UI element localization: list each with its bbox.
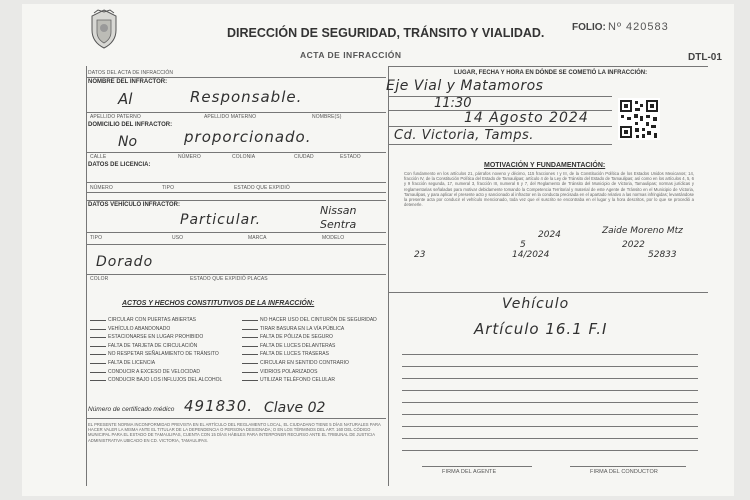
licencia-sub-2: TIPO [162,185,175,191]
vehiculo-sub-2: USO [172,235,184,241]
section-acta-label: DATOS DEL ACTA DE INFRACCIÓN [88,70,174,76]
domicilio-sub-3: COLONIA [232,154,256,160]
hand-num-3: 23 [414,250,426,260]
folio-number: Nº 420583 [608,21,669,33]
acto-item: CONDUCIR BAJO LOS INFLUJOS DEL ALCOHOL [90,376,240,385]
hand-num-4: 52833 [648,250,677,260]
form-title: DIRECCIÓN DE SEGURIDAD, TRÁNSITO Y VIALIDAD. [227,26,545,40]
hand-num-1: 5 [520,240,526,250]
vehiculo-label: DATOS VEHÍCULO INFRACTOR: [88,202,181,208]
acto-item: FALTA DE LUCES DELANTERAS [242,342,392,351]
color-sub-1: COLOR [90,276,109,282]
acto-item: CIRCULAR EN SENTIDO CONTRARIO [242,359,392,368]
acto-item: NO RESPETAR SEÑALAMIENTO DE TRÁNSITO [90,350,240,359]
hand-vehiculo: Vehículo [502,296,570,312]
licencia-label: DATOS DE LICENCIA: [88,162,151,168]
domicilio-hand-1: No [118,134,138,150]
acto-item: FALTA DE TARJETA DE CIRCULACIÓN [90,342,240,351]
nombre-sub-3: NOMBRE(S) [312,114,342,120]
firma-conductor-label: FIRMA DEL CONDUCTOR [590,469,658,475]
acto-item: TIRAR BASURA EN LA VÍA PÚBLICA [242,325,392,334]
hand-num-2: 2022 [622,240,645,250]
folio-label: FOLIO: [572,22,606,33]
acto-item: ESTACIONARSE EN LUGAR PROHIBIDO [90,333,240,342]
licencia-sub-1: NÚMERO [90,185,113,191]
acto-item: CONDUCIR A EXCESO DE VELOCIDAD [90,368,240,377]
hand-year: 2024 [538,230,561,240]
motivacion-text: Con fundamento en los artículos 21, párrafos noveno y décimo, 115 fracciones I y III, de la Constitución Política de los Estados Unidos Mexicanos; 14, fracción IV, de la Constitución Política del Estado de Tamaulipas; artículo 4 de la Ley de Tránsito del Estado de Tamaulipas; así como en los artículos 4, 5, 6 y 9 fracción segunda, 17, numeral 3, fracción III, numeral 6 y 7, del Reglamento de Tránsito del Municipio de Victoria, Tamaulipas; normas jurídicas y reglamentarias señaladas para motivar debidamente tomando la Competencia Territorial y material de este Agente de Tránsito en el Municipio de Victoria, Tamaulipas, y para aplicar el presente acto y sancionado al infractor en la conducta precisada en el apartado relativo a las normas infringidas; levantándose la presente acta por conducir el vehículo mencionado, toda vez que el suscrito se encontraba en el lugar y la hora descritos, por lo que se procedió a detenerle. [404,171,694,208]
vehiculo-hand-2: Nissan [320,204,357,217]
certificado-sign: Clave 02 [264,400,326,416]
actos-left-list [90,316,240,385]
firma-agente-label: FIRMA DEL AGENTE [442,469,497,475]
qr-code-icon [618,98,660,140]
licencia-sub-3: ESTADO QUE EXPIDIÓ [234,185,290,191]
domicilio-sub-1: CALLE [90,154,107,160]
fecha-hand: 14 Agosto 2024 [464,110,589,126]
form-subtitle: ACTA DE INFRACCIÓN [300,50,402,60]
nombre-hand-1: Al [118,90,133,108]
domicilio-sub-2: NÚMERO [178,154,201,160]
ciudad-hand: Cd. Victoria, Tamps. [394,128,534,143]
domicilio-label: DOMICILIO DEL INFRACTOR: [88,122,173,128]
domicilio-hand-2: proporcionado. [184,128,312,146]
lugar-hand: Eje Vial y Matamoros [386,78,544,94]
color-sub-2: ESTADO QUE EXPIDIÓ PLACAS [190,276,268,282]
vehiculo-sub-3: MARCA [248,235,267,241]
vehiculo-sub-1: TIPO [90,235,103,241]
coat-of-arms-icon [86,8,122,50]
acto-item: CIRCULAR CON PUERTAS ABIERTAS [90,316,240,325]
motivacion-title: MOTIVACIÓN Y FUNDAMENTACIÓN: [484,162,606,169]
hand-nombre-agente: Zaide Moreno Mtz [602,226,683,236]
acto-item: VEHÍCULO ABANDONADO [90,325,240,334]
hora-hand: 11:30 [434,96,472,111]
vehiculo-sub-4: MODELO [322,235,345,241]
vehiculo-hand-1: Particular. [180,212,262,228]
hand-fecha-2: 14/2024 [512,250,550,260]
color-hand: Dorado [96,254,154,270]
inconformidad-text: EL PRESENTE NORMA INCONFORMIDAD PREVISTA EN EL ARTÍCULO DEL REGLAMENTO LOCAL, EL CIUDADANO TIENE 5 DÍAS NATURALES PARA HACER VALER LA MISMA ANTE EL TITULAR DE LA DEPENDENCIA O PERSONA DESIGNADA; O EN LOS TÉRMINOS DEL ART. 160 DEL CÓDIGO MUNICIPAL PARA EL ESTADO DE TAMAULIPAS, CUENTA CON 15 DÍAS HÁBILES PARA INTERPONER RECURSO ANTE EL TRIBUNAL DE JUSTICIA ADMINISTRATIVA UBICADO EN CD. VICTORIA, TAMAULIPAS. [88,422,381,443]
form-code: DTL-01 [688,52,722,63]
certificado-label: Número de certificado médico [88,406,175,413]
certificado-hand: 491830. [184,397,254,415]
lugar-label: LUGAR, FECHA Y HORA EN DÓNDE SE COMETIÓ LA INFRACCIÓN: [454,70,648,76]
acto-item: VIDRIOS POLARIZADOS [242,368,392,377]
infraction-form [22,4,734,496]
acto-item: NO HACER USO DEL CINTURÓN DE SEGURIDAD [242,316,392,325]
actos-title: ACTOS Y HECHOS CONSTITUTIVOS DE LA INFRACCIÓN: [122,300,315,307]
nombre-label: NOMBRE DEL INFRACTOR: [88,79,168,85]
actos-right-list [242,316,392,385]
domicilio-sub-5: ESTADO [340,154,361,160]
acto-item: FALTA DE LUCES TRASERAS [242,350,392,359]
nombre-sub-2: APELLIDO MATERNO [204,114,257,120]
hand-articulo: Artículo 16.1 F.I [474,320,608,338]
acto-item: FALTA DE PÓLIZA DE SEGURO [242,333,392,342]
acto-item: UTILIZAR TELÉFONO CELULAR [242,376,392,385]
nombre-hand-2: Responsable. [190,88,303,106]
acto-item: FALTA DE LICENCIA [90,359,240,368]
nombre-sub-1: APELLIDO PATERNO [90,114,141,120]
domicilio-sub-4: CIUDAD [294,154,314,160]
vehiculo-hand-3: Sentra [320,218,357,231]
